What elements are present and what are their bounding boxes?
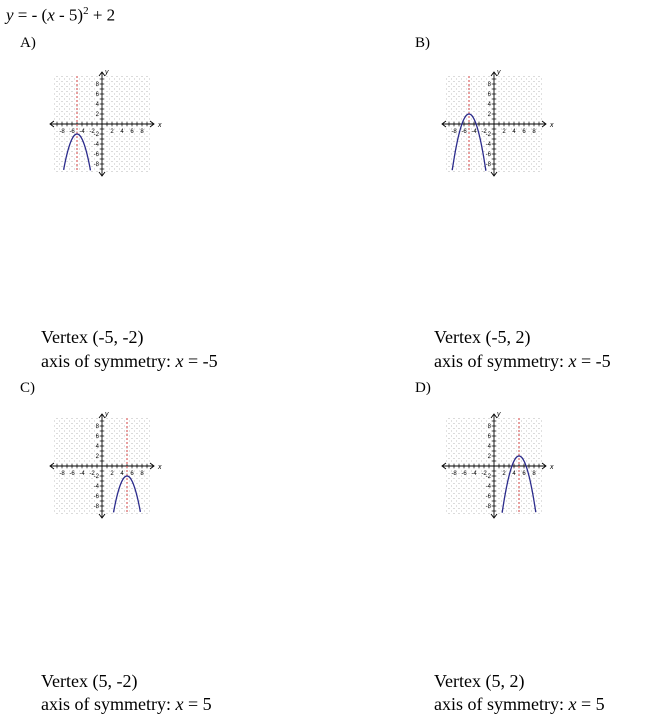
choice-a-axis-suffix: = -5 [183, 351, 218, 371]
choice-a-label[interactable]: A) [20, 35, 36, 51]
choice-b-axis-of-symmetry [434, 351, 611, 372]
y-axis-label: y [497, 411, 501, 418]
choice-b-axis-prefix: axis of symmetry: [434, 351, 569, 371]
x-tick-label: -8 [451, 471, 457, 477]
y-tick-label: 4 [487, 444, 491, 450]
x-tick-label: 4 [120, 129, 124, 135]
choice-b-axis-var: x [568, 351, 577, 371]
x-axis-label: x [550, 464, 554, 471]
y-axis-label: y [497, 69, 501, 76]
y-tick-label: -8 [485, 504, 491, 510]
choice-b-graph [432, 58, 572, 188]
x-tick-label: 8 [532, 129, 536, 135]
y-tick-label: 8 [487, 82, 491, 88]
x-tick-label: -6 [69, 129, 75, 135]
x-tick-label: 2 [110, 471, 114, 477]
choice-a-axis-prefix: axis of symmetry: [41, 351, 176, 371]
x-tick-label: 2 [502, 471, 506, 477]
x-tick-label: -8 [59, 471, 65, 477]
x-tick-label: -2 [89, 471, 95, 477]
y-tick-label: 4 [95, 444, 99, 450]
choice-c-label[interactable]: C) [20, 380, 35, 396]
y-tick-label: 8 [95, 424, 99, 430]
y-tick-label: 4 [95, 102, 99, 108]
y-tick-label: -2 [93, 474, 99, 480]
choice-c-axis-prefix: axis of symmetry: [41, 694, 176, 714]
choice-c-vertex: Vertex (5, -2) [41, 671, 138, 691]
x-tick-label: -2 [481, 129, 487, 135]
x-tick-label: -4 [79, 471, 85, 477]
x-tick-label: -6 [461, 129, 467, 135]
y-axis-label: y [105, 69, 109, 76]
y-tick-label: 6 [487, 434, 491, 440]
choice-a-graph [40, 58, 180, 188]
choice-a-axis-var: x [175, 351, 184, 371]
choice-d-axis-var: x [568, 694, 577, 714]
x-tick-label: 6 [130, 471, 134, 477]
y-tick-label: -2 [485, 474, 491, 480]
x-tick-label: 8 [532, 471, 536, 477]
y-tick-label: -8 [485, 162, 491, 168]
y-tick-label: 8 [95, 82, 99, 88]
y-tick-label: 6 [95, 434, 99, 440]
choice-b-axis-suffix: = -5 [576, 351, 611, 371]
x-tick-label: 4 [120, 471, 124, 477]
y-axis-label: y [105, 411, 109, 418]
x-tick-label: -4 [79, 129, 85, 135]
x-tick-label: 2 [502, 129, 506, 135]
x-tick-label: 8 [140, 471, 144, 477]
y-tick-label: 8 [487, 424, 491, 430]
choice-c-axis-suffix: = 5 [183, 694, 212, 714]
x-tick-label: 4 [512, 129, 516, 135]
x-tick-label: 8 [140, 129, 144, 135]
equation-part-a: = - ( [13, 5, 48, 25]
choice-c-axis-var: x [175, 694, 184, 714]
x-axis-label: x [550, 122, 554, 129]
choice-d-vertex: Vertex (5, 2) [434, 671, 525, 691]
y-tick-label: -8 [93, 162, 99, 168]
y-tick-label: 2 [95, 112, 99, 118]
equation-y-var: y [6, 5, 14, 25]
x-tick-label: -2 [481, 471, 487, 477]
y-tick-label: 4 [487, 102, 491, 108]
choice-b-label[interactable]: B) [415, 35, 430, 51]
x-tick-label: -8 [451, 129, 457, 135]
y-tick-label: -4 [93, 484, 99, 490]
y-tick-label: -4 [485, 142, 491, 148]
y-tick-label: -2 [93, 132, 99, 138]
choice-a-vertex: Vertex (-5, -2) [41, 327, 144, 347]
x-axis-label: x [158, 122, 162, 129]
x-tick-label: -4 [471, 129, 477, 135]
x-tick-label: 6 [130, 129, 134, 135]
y-tick-label: 2 [95, 454, 99, 460]
x-tick-label: -2 [89, 129, 95, 135]
x-tick-label: 2 [110, 129, 114, 135]
y-tick-label: -8 [93, 504, 99, 510]
equation-exponent: 2 [83, 5, 89, 17]
choice-d-label[interactable]: D) [415, 380, 431, 396]
choice-d-axis-of-symmetry [434, 694, 605, 715]
y-tick-label: -4 [93, 142, 99, 148]
choice-d-axis-prefix: axis of symmetry: [434, 694, 569, 714]
y-tick-label: -6 [485, 494, 491, 500]
x-tick-label: -6 [69, 471, 75, 477]
x-tick-label: -8 [59, 129, 65, 135]
y-tick-label: 2 [487, 112, 491, 118]
x-axis-label: x [158, 464, 162, 471]
choice-c-graph [40, 400, 180, 530]
x-tick-label: -4 [471, 471, 477, 477]
x-tick-label: 6 [522, 129, 526, 135]
x-tick-label: 6 [522, 471, 526, 477]
x-tick-label: -6 [461, 471, 467, 477]
choice-d-graph [432, 400, 572, 530]
equation-part-b: - 5) [54, 5, 84, 25]
y-tick-label: 6 [487, 92, 491, 98]
y-tick-label: 2 [487, 454, 491, 460]
y-tick-label: -4 [485, 484, 491, 490]
y-tick-label: -6 [93, 494, 99, 500]
y-tick-label: -6 [93, 152, 99, 158]
x-tick-label: 4 [512, 471, 516, 477]
question-equation [6, 5, 115, 26]
choice-d-axis-suffix: = 5 [576, 694, 605, 714]
y-tick-label: -2 [485, 132, 491, 138]
y-tick-label: -6 [485, 152, 491, 158]
equation-x-var: x [47, 5, 55, 25]
equation-part-c: + 2 [88, 5, 116, 25]
y-tick-label: 6 [95, 92, 99, 98]
choice-a-axis-of-symmetry [41, 351, 218, 372]
choice-b-vertex: Vertex (-5, 2) [434, 327, 531, 347]
choice-c-axis-of-symmetry [41, 694, 212, 715]
